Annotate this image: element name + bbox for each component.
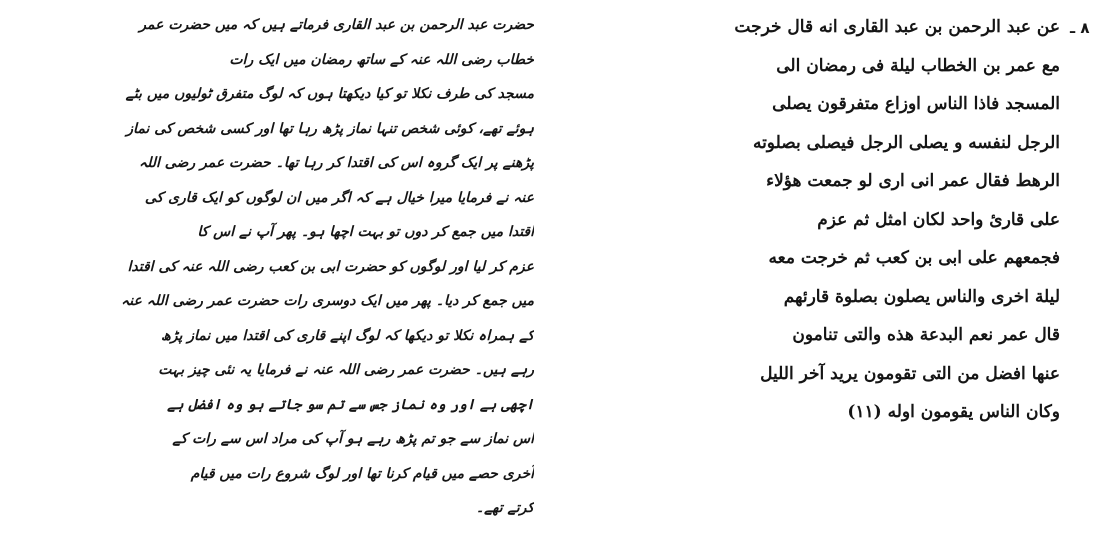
translation-line: ہوئے تھے، کوئی شخص تنہا نماز پڑھ رہا تھا اور کسی شخص کی نماز <box>126 120 534 137</box>
translation-line: خطاب رضی اللہ عنہ کے ساتھ رمضان میں ایک رات <box>229 51 534 68</box>
arabic-line-text: وکان الناس یقومون اوله <box>887 402 1060 422</box>
translation-line: اس نماز سے جو تم پڑھ رہے ہو آپ کی مراد اس سے رات کے <box>172 431 534 447</box>
translation-line: حضرت عبد الرحمن بن عبد القاری فرماتے ہیں کہ میں حضرت عمر <box>139 17 534 33</box>
translation-line: رہے ہیں۔ حضرت عمر رضی اللہ عنہ نے فرمایا یہ نئی چیز بہت <box>158 362 534 378</box>
translation-line: پڑھنے پر ایک گروہ اس کی اقتدا کر رہا تھا۔ حضرت عمر رضی اللہ <box>138 155 534 171</box>
arabic-line: قال عمر نعم البدعة هذه والتی تنامون <box>792 325 1060 345</box>
translation-line: آخری حصے میں قیام کرنا تھا اور لوگ شروع رات میں قیام <box>190 465 534 482</box>
urdu-translation-column <box>18 8 534 526</box>
arabic-line: المسجد فاذا الناس اوزاع متفرقون یصلی <box>772 94 1060 114</box>
translation-line: عزم کر لیا اور لوگوں کو حضرت ابی بن کعب رضی اللہ عنہ کی اقتدا <box>127 258 534 275</box>
arabic-line: فجمعهم علی ابی بن کعب ثم خرجت معه <box>768 248 1060 268</box>
arabic-line: عن عبد الرحمن بن عبد القاری انه قال خرجت <box>734 17 1060 37</box>
translation-line: اچھی ہے اور وہ نماز جس سے تم سو جاتے ہو وہ افضل ہے <box>167 396 534 413</box>
translation-line: اقتدا میں جمع کر دوں تو بہت اچھا ہو۔ پھر آپ نے اس کا <box>197 224 534 240</box>
translation-line: مسجد کی طرف نکلا تو کیا دیکھتا ہوں کہ لوگ متفرق ٹولیوں میں بٹے <box>125 86 534 102</box>
arabic-line: مع عمر بن الخطاب لیلة فی رمضان الی <box>776 55 1060 76</box>
arabic-line: الرهط فقال عمر انی اری لو جمعت هؤلاء <box>766 171 1060 191</box>
translation-line: کرتے تھے۔ <box>475 500 534 516</box>
translation-line: کے ہمراہ نکلا تو دیکھا کہ لوگ اپنے قاری کی اقتدا میں نماز پڑھ <box>161 327 534 344</box>
citation-number: (۱۱) <box>847 402 882 422</box>
translation-line: عنہ نے فرمایا میرا خیال ہے کہ اگر میں ان لوگوں کو ایک قاری کی <box>144 189 534 206</box>
arabic-line: عنها افضل من التی تقومون یرید آخر اللیل <box>760 363 1060 384</box>
arabic-text-column <box>568 8 1060 432</box>
arabic-line: الرجل لنفسه و یصلی الرجل فیصلی بصلوته <box>752 132 1060 153</box>
translation-line: میں جمع کر دیا۔ پھر میں ایک دوسری رات حضرت عمر رضی اللہ عنہ <box>121 293 534 309</box>
arabic-line: لیلة اخری والناس یصلون بصلوة قارئهم <box>783 286 1060 307</box>
arabic-last-line <box>568 393 1060 432</box>
item-number: ٨ ـ <box>1070 19 1090 37</box>
arabic-line: علی قارئ واحد لکان امثل ثم عزم <box>817 209 1060 230</box>
